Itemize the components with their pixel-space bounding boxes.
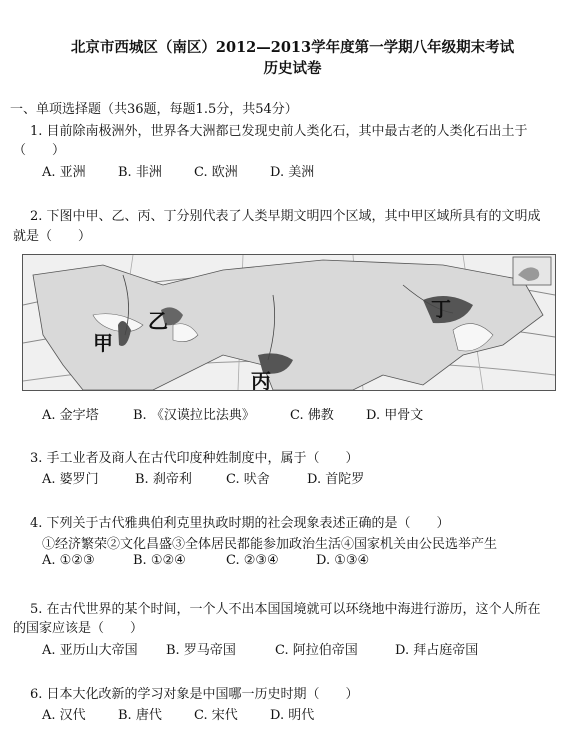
q2-stem-line2: 就是（ ） bbox=[13, 229, 92, 244]
q4-stem-line2: ①经济繁荣②文化昌盛③全体居民都能参加政治生活④国家机关由公民选举产生 bbox=[42, 537, 498, 552]
map-graphic bbox=[23, 255, 555, 390]
q4-option-a: A. ①②③ bbox=[42, 553, 95, 568]
q6-option-a: A. 汉代 bbox=[42, 708, 86, 723]
q6-option-b: B. 唐代 bbox=[118, 708, 162, 723]
q5-option-c: C. 阿拉伯帝国 bbox=[275, 643, 358, 658]
q2-option-a: A. 金字塔 bbox=[42, 408, 99, 423]
q6-stem: 6. 日本大化改新的学习对象是中国哪一历史时期（ ） bbox=[30, 687, 359, 702]
section-heading: 一、单项选择题（共36题，每题1.5分，共54分） bbox=[10, 102, 298, 117]
map-label-ding: 丁 bbox=[431, 297, 451, 321]
map-label-jia: 甲 bbox=[93, 331, 113, 355]
q3-option-d: D. 首陀罗 bbox=[307, 472, 365, 487]
q6-option-c: C. 宋代 bbox=[194, 708, 238, 723]
exam-title: 北京市西城区（南区）2012—2013学年度第一学期八年级期末考试 bbox=[70, 39, 515, 56]
q1-stem-line1: 1. 目前除南极洲外，世界各大洲都已发现史前人类化石，其中最古老的人类化石出土于 bbox=[30, 124, 528, 139]
q5-stem-line2: 的国家应该是（ ） bbox=[13, 621, 144, 636]
q2-stem-line1: 2. 下图中甲、乙、丙、丁分别代表了人类早期文明四个区域，其中甲区域所具有的文明成 bbox=[30, 209, 541, 224]
q2-option-b: B. 《汉谟拉比法典》 bbox=[133, 408, 255, 423]
q1-option-b: B. 非洲 bbox=[118, 165, 162, 180]
q1-stem-line2: （ ） bbox=[13, 143, 66, 158]
exam-subtitle: 历史试卷 bbox=[263, 60, 322, 77]
q5-option-d: D. 拜占庭帝国 bbox=[395, 643, 479, 658]
map-label-yi: 乙 bbox=[148, 309, 168, 333]
q6-option-d: D. 明代 bbox=[270, 708, 315, 723]
q1-option-d: D. 美洲 bbox=[270, 165, 315, 180]
q2-option-c: C. 佛教 bbox=[290, 408, 334, 423]
q3-option-a: A. 婆罗门 bbox=[42, 472, 99, 487]
map-label-bing: 丙 bbox=[251, 369, 271, 391]
q4-option-d: D. ①③④ bbox=[316, 553, 370, 568]
q3-option-b: B. 刹帝利 bbox=[135, 472, 192, 487]
q5-stem-line1: 5. 在古代世界的某个时间，一个人不出本国国境就可以环绕地中海进行游历，这个人所在 bbox=[30, 602, 541, 617]
civilization-map bbox=[22, 254, 556, 391]
q3-stem: 3. 手工业者及商人在古代印度种姓制度中，属于（ ） bbox=[30, 451, 359, 466]
q5-option-a: A. 亚历山大帝国 bbox=[42, 643, 138, 658]
q4-stem-line1: 4. 下列关于古代雅典伯利克里执政时期的社会现象表述正确的是（ ） bbox=[30, 516, 450, 531]
q2-option-d: D. 甲骨文 bbox=[366, 408, 424, 423]
q1-option-c: C. 欧洲 bbox=[194, 165, 238, 180]
q1-option-a: A. 亚洲 bbox=[42, 165, 86, 180]
q3-option-c: C. 吠舍 bbox=[226, 472, 270, 487]
q4-option-b: B. ①②④ bbox=[133, 553, 186, 568]
q4-option-c: C. ②③④ bbox=[226, 553, 279, 568]
q5-option-b: B. 罗马帝国 bbox=[166, 643, 236, 658]
